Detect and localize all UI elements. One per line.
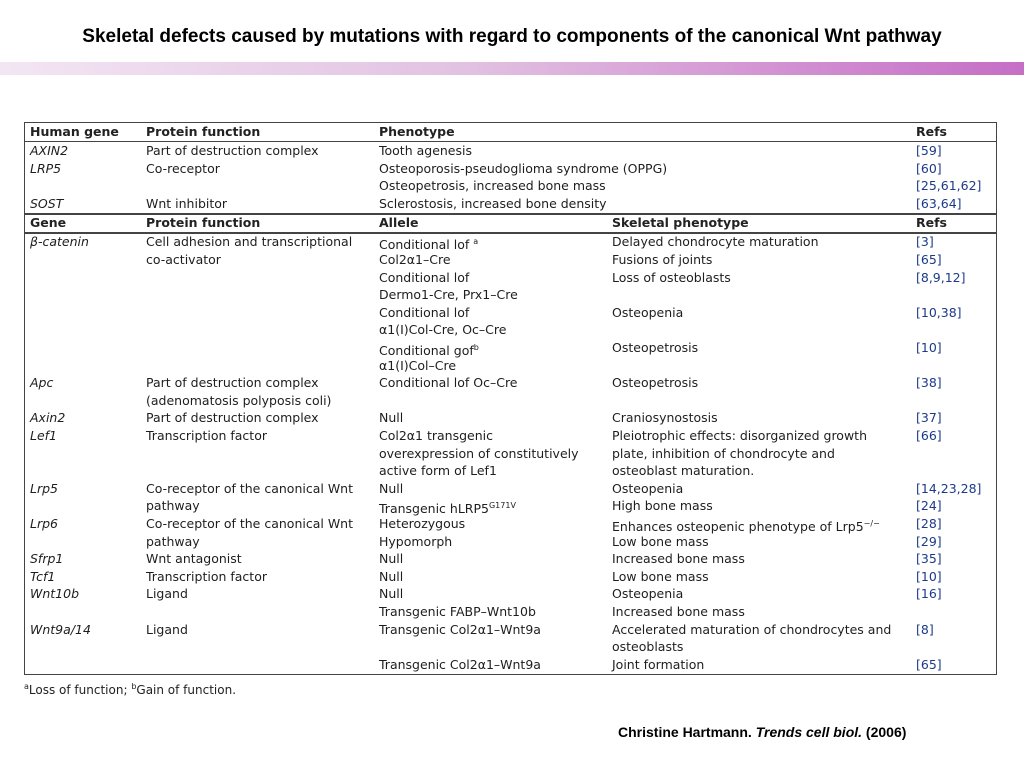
table1-cell-phenotype bbox=[379, 160, 667, 178]
table2-cell-phenotype-text: Joint formation bbox=[612, 656, 705, 672]
table2-cell-phenotype bbox=[612, 374, 698, 392]
table2-cell-function-text: Part of destruction complex bbox=[146, 375, 319, 391]
table2-cell-allele bbox=[379, 480, 403, 498]
table2-cell-refs-text: [37] bbox=[916, 410, 942, 426]
table2-cell-gene-text: Lrp5 bbox=[30, 480, 58, 496]
table1-cell-gene bbox=[30, 195, 63, 213]
table2-cell-allele-text: Conditional gof bbox=[379, 343, 474, 358]
table2-cell-refs-text: [16] bbox=[916, 586, 942, 602]
table1-cell-phenotype bbox=[379, 195, 607, 213]
table2-cell-gene bbox=[30, 233, 89, 251]
table2-header-function bbox=[146, 215, 260, 230]
table2-cell-phenotype bbox=[612, 445, 835, 463]
table1-cell-refs bbox=[916, 195, 962, 213]
table1-cell-refs-text: [25,61,62] bbox=[916, 178, 982, 194]
table2-cell-phenotype bbox=[612, 427, 867, 445]
footnote-sup-b: b bbox=[131, 682, 137, 691]
citation-journal: Trends cell biol. bbox=[755, 724, 863, 740]
table1-header-phenotype bbox=[379, 124, 455, 139]
table2-cell-gene-text: Wnt10b bbox=[30, 586, 80, 602]
table2-cell-function bbox=[146, 409, 319, 427]
table2-cell-refs bbox=[916, 568, 942, 586]
title-gradient-bar bbox=[0, 62, 1024, 75]
table2-cell-phenotype-text: Osteopenia bbox=[612, 304, 684, 320]
table2-cell-function-text: Co-receptor of the canonical Wnt bbox=[146, 480, 354, 496]
table2-cell-allele-text: Col2α1 transgenic bbox=[379, 428, 493, 443]
footnote-text-b: Gain of function. bbox=[136, 683, 237, 697]
table2-cell-phenotype bbox=[612, 568, 709, 586]
table2-cell-function bbox=[146, 533, 200, 551]
table2-cell-refs-text: [65] bbox=[916, 252, 942, 267]
table2-cell-function bbox=[146, 427, 267, 445]
table2-cell-function bbox=[146, 374, 319, 392]
table2-cell-allele-text: Conditional lof bbox=[379, 304, 470, 320]
table2-cell-refs bbox=[916, 339, 942, 357]
table2-cell-gene bbox=[30, 480, 58, 498]
table2-cell-gene-text: Wnt9a/14 bbox=[30, 621, 91, 637]
table2-cell-gene-text: Sfrp1 bbox=[30, 551, 64, 567]
table2-cell-allele-text: Conditional lof bbox=[379, 237, 474, 253]
table2-header-function-text: Protein function bbox=[146, 215, 261, 231]
table2-cell-allele bbox=[379, 427, 493, 445]
table2-cell-function bbox=[146, 233, 352, 251]
footnote bbox=[24, 682, 236, 697]
table1-cell-function-text: Co-receptor bbox=[146, 160, 220, 176]
table2-cell-phenotype bbox=[612, 621, 891, 639]
table2-cell-allele bbox=[379, 321, 506, 339]
table2-cell-phenotype-text: Osteopetrosis bbox=[612, 375, 699, 391]
table2-cell-refs-text: [8,9,12] bbox=[916, 269, 966, 285]
table2-header-gene bbox=[30, 215, 66, 230]
table2-cell-phenotype-text: High bone mass bbox=[612, 498, 713, 514]
table1-cell-function-text: Part of destruction complex bbox=[146, 143, 319, 158]
table2-cell-phenotype bbox=[612, 462, 754, 480]
table2-cell-function bbox=[146, 515, 353, 533]
table2-cell-refs bbox=[916, 480, 981, 498]
table2-cell-phenotype-text: osteoblast maturation. bbox=[612, 463, 755, 479]
table2-cell-gene bbox=[30, 374, 53, 392]
table2-cell-refs-text: [10] bbox=[916, 340, 942, 355]
table2-cell-allele bbox=[379, 286, 518, 304]
table1-cell-refs bbox=[916, 160, 942, 178]
table1-cell-refs bbox=[916, 142, 942, 160]
table1-cell-gene-text: AXIN2 bbox=[30, 143, 69, 158]
table2-cell-allele-superscript: a bbox=[473, 237, 479, 247]
table2-cell-function-text: Part of destruction complex bbox=[146, 410, 319, 426]
table2-cell-phenotype-text: Osteopenia bbox=[612, 586, 684, 602]
table2-cell-function-text: Co-receptor of the canonical Wnt bbox=[146, 516, 354, 531]
table2-cell-allele-superscript: b bbox=[473, 343, 479, 352]
table1-cell-gene-text: SOST bbox=[30, 195, 64, 211]
table1-header-gene-text: Human gene bbox=[30, 124, 119, 139]
citation bbox=[618, 724, 906, 740]
table2-cell-refs bbox=[916, 233, 934, 251]
table2-cell-allele bbox=[379, 515, 465, 533]
table2-cell-gene bbox=[30, 515, 58, 533]
table2-cell-function-text: Transcription factor bbox=[146, 568, 267, 584]
table1-cell-refs-text: [63,64] bbox=[916, 195, 962, 211]
table1-cell-function bbox=[146, 195, 227, 213]
table2-cell-function-text: Wnt antagonist bbox=[146, 551, 242, 567]
table2-cell-phenotype-text: Increased bone mass bbox=[612, 551, 745, 567]
table1-cell-refs bbox=[916, 177, 981, 195]
table2-cell-gene bbox=[30, 621, 91, 639]
table2-cell-allele-text: Conditional lof Oc–Cre bbox=[379, 375, 518, 391]
table1-cell-function-text: Wnt inhibitor bbox=[146, 195, 228, 211]
table2-cell-allele bbox=[379, 621, 541, 639]
table2-cell-refs bbox=[916, 269, 966, 287]
table2-cell-phenotype-text: Osteopenia bbox=[612, 480, 684, 496]
table2-cell-allele-text: Heterozygous bbox=[379, 516, 466, 531]
wnt-table bbox=[24, 122, 997, 675]
table2-cell-refs-text: [66] bbox=[916, 428, 942, 443]
table2-cell-gene bbox=[30, 585, 79, 603]
table2-cell-allele-text: Conditional lof bbox=[379, 269, 470, 285]
table2-cell-phenotype-text: osteoblasts bbox=[612, 639, 684, 655]
table2-cell-allele-text: Transgenic Col2α1–Wnt9a bbox=[379, 656, 541, 672]
table2-cell-function-text: Ligand bbox=[146, 586, 188, 602]
table2-cell-phenotype bbox=[612, 304, 683, 322]
table2-cell-refs-text: [10,38] bbox=[916, 304, 962, 320]
table2-cell-refs-text: [38] bbox=[916, 375, 942, 391]
table1-cell-gene bbox=[30, 160, 61, 178]
table1-header-phenotype-text: Phenotype bbox=[379, 124, 455, 139]
table2-cell-phenotype bbox=[612, 533, 709, 551]
table2-cell-gene bbox=[30, 568, 55, 586]
table2-cell-phenotype bbox=[612, 497, 713, 515]
table2-cell-function bbox=[146, 251, 221, 269]
table2-cell-refs-text: [65] bbox=[916, 656, 942, 672]
table2-cell-allele-text: Dermo1-Cre, Prx1–Cre bbox=[379, 287, 518, 303]
table1-cell-gene bbox=[30, 142, 68, 160]
table1-header-function bbox=[146, 124, 260, 139]
table2-cell-phenotype bbox=[612, 585, 683, 603]
table2-cell-phenotype-text: Delayed chondrocyte maturation bbox=[612, 234, 819, 250]
table1-cell-phenotype bbox=[379, 142, 472, 160]
table2-cell-refs bbox=[916, 656, 942, 674]
table2-cell-phenotype-text: Loss of osteoblasts bbox=[612, 269, 731, 285]
table2-cell-refs bbox=[916, 515, 942, 533]
table2-cell-function bbox=[146, 480, 353, 498]
table1-cell-refs-text: [60] bbox=[916, 160, 942, 176]
table1-cell-phenotype-text: Tooth agenesis bbox=[379, 143, 472, 158]
table2-cell-allele-text: Null bbox=[379, 586, 404, 602]
table2-cell-refs bbox=[916, 585, 942, 603]
table2-cell-phenotype bbox=[612, 409, 718, 427]
citation-year: (2006) bbox=[862, 724, 907, 740]
table2-cell-refs bbox=[916, 304, 962, 322]
table2-cell-gene-text: Tcf1 bbox=[30, 568, 56, 584]
table2-cell-refs bbox=[916, 374, 942, 392]
table2-cell-phenotype bbox=[612, 550, 745, 568]
table2-header-refs bbox=[916, 215, 947, 230]
table2-cell-allele bbox=[379, 533, 452, 551]
table2-cell-gene-text: Lrp6 bbox=[30, 516, 58, 531]
table2-cell-refs-text: [24] bbox=[916, 498, 942, 514]
table2-cell-allele bbox=[379, 585, 403, 603]
table2-cell-function-text: Cell adhesion and transcriptional bbox=[146, 234, 353, 250]
table2-header-allele bbox=[379, 215, 418, 230]
table2-cell-phenotype bbox=[612, 233, 819, 251]
table2-cell-allele bbox=[379, 374, 518, 392]
table2-cell-refs-text: [14,23,28] bbox=[916, 480, 982, 496]
table2-cell-allele-text: overexpression of constitutively bbox=[379, 445, 579, 461]
table1-cell-phenotype-text: Osteopetrosis, increased bone mass bbox=[379, 178, 606, 194]
table2-cell-phenotype-superscript: −/− bbox=[863, 519, 880, 528]
table2-cell-allele-text: Transgenic Col2α1–Wnt9a bbox=[379, 621, 541, 637]
table2-cell-allele bbox=[379, 445, 579, 463]
table2-cell-phenotype bbox=[612, 480, 683, 498]
table2-header-allele-text: Allele bbox=[379, 215, 419, 231]
table2-cell-allele bbox=[379, 462, 497, 480]
table2-cell-function bbox=[146, 585, 188, 603]
table2-cell-phenotype-text: Pleiotrophic effects: disorganized growth bbox=[612, 428, 868, 443]
table2-cell-function-text: Ligand bbox=[146, 621, 188, 637]
table2-cell-phenotype bbox=[612, 251, 712, 269]
table2-cell-phenotype-text: Low bone mass bbox=[612, 533, 709, 549]
citation-author: Christine Hartmann. bbox=[618, 724, 756, 740]
table2-header-refs-text: Refs bbox=[916, 215, 947, 231]
table2-cell-allele-text: Transgenic FABP–Wnt10b bbox=[379, 604, 536, 619]
table2-cell-phenotype-text: Osteopetrosis bbox=[612, 340, 699, 355]
table2-cell-allele-superscript: G171V bbox=[488, 501, 516, 511]
table2-cell-phenotype bbox=[612, 656, 704, 674]
table2-cell-refs bbox=[916, 550, 942, 568]
table2-cell-phenotype-text: Accelerated maturation of chondrocytes and bbox=[612, 621, 892, 637]
table2-cell-refs-text: [35] bbox=[916, 551, 942, 567]
table2-cell-allele-text: Null bbox=[379, 551, 404, 567]
table2-cell-function-text: Transcription factor bbox=[146, 428, 267, 443]
footnote-sup-a: a bbox=[24, 682, 29, 691]
footnote-text-a: Loss of function; bbox=[28, 683, 132, 697]
table2-cell-allele bbox=[379, 656, 541, 674]
table2-cell-phenotype bbox=[612, 603, 745, 621]
table2-cell-phenotype-text: plate, inhibition of chondrocyte and bbox=[612, 445, 835, 461]
table2-cell-refs-text: [10] bbox=[916, 568, 942, 584]
table2-cell-allele-text: Null bbox=[379, 480, 404, 496]
table2-cell-allele bbox=[379, 409, 403, 427]
table2-cell-refs bbox=[916, 427, 942, 445]
table1-cell-function bbox=[146, 142, 319, 160]
table1-header-function-text: Protein function bbox=[146, 124, 261, 139]
table1-cell-gene-text: LRP5 bbox=[30, 160, 62, 176]
table2-cell-allele bbox=[379, 550, 403, 568]
table2-cell-phenotype bbox=[612, 638, 683, 656]
table1-cell-refs-text: [59] bbox=[916, 143, 942, 158]
table2-cell-allele bbox=[379, 251, 451, 269]
table2-header-phenotype-text: Skeletal phenotype bbox=[612, 215, 749, 231]
table2-cell-allele bbox=[379, 304, 469, 322]
table2-cell-refs bbox=[916, 251, 942, 269]
table-section-rule bbox=[25, 213, 996, 214]
table2-cell-refs-text: [29] bbox=[916, 533, 942, 549]
table2-cell-refs bbox=[916, 497, 942, 515]
table2-cell-allele bbox=[379, 568, 403, 586]
table2-cell-function-text: (adenomatosis polyposis coli) bbox=[146, 392, 332, 408]
table2-header-gene-text: Gene bbox=[30, 215, 67, 231]
table2-header-phenotype bbox=[612, 215, 749, 230]
table2-cell-allele-text: Null bbox=[379, 568, 404, 584]
table2-cell-function-text: pathway bbox=[146, 533, 200, 549]
table2-cell-refs-text: [8] bbox=[916, 621, 934, 637]
table1-cell-phenotype-text: Osteoporosis-pseudoglioma syndrome (OPPG) bbox=[379, 160, 668, 176]
table2-cell-gene bbox=[30, 427, 57, 445]
table2-cell-refs-text: [28] bbox=[916, 516, 942, 531]
table2-cell-gene bbox=[30, 409, 65, 427]
table2-cell-refs bbox=[916, 409, 942, 427]
table2-cell-gene-text: Lef1 bbox=[30, 428, 58, 443]
table2-cell-allele-text: α1(I)Col-Cre, Oc–Cre bbox=[379, 322, 507, 338]
table2-cell-function bbox=[146, 392, 331, 410]
table2-cell-refs-text: [3] bbox=[916, 234, 934, 250]
table2-cell-refs bbox=[916, 621, 934, 639]
table2-cell-refs bbox=[916, 533, 942, 551]
table2-cell-allele-text: α1(I)Col–Cre bbox=[379, 357, 457, 373]
table2-cell-gene-text: β-catenin bbox=[30, 234, 89, 250]
table2-cell-phenotype-text: Craniosynostosis bbox=[612, 410, 718, 426]
table2-cell-phenotype bbox=[612, 269, 731, 287]
table2-cell-allele bbox=[379, 357, 456, 375]
table2-cell-phenotype bbox=[612, 339, 698, 357]
table2-cell-gene bbox=[30, 550, 63, 568]
table2-cell-function bbox=[146, 568, 267, 586]
table1-header-gene bbox=[30, 124, 119, 139]
table2-cell-function-text: co-activator bbox=[146, 252, 221, 267]
table1-cell-function bbox=[146, 160, 220, 178]
table2-cell-phenotype-text: Low bone mass bbox=[612, 568, 709, 584]
table2-cell-function bbox=[146, 621, 188, 639]
table2-cell-allele bbox=[379, 269, 469, 287]
table2-cell-phenotype-text: Increased bone mass bbox=[612, 604, 745, 619]
table2-cell-allele-text: Transgenic hLRP5 bbox=[379, 501, 489, 517]
table2-cell-allele-text: Col2α1–Cre bbox=[379, 252, 451, 267]
table2-cell-gene-text: Apc bbox=[30, 375, 54, 391]
table2-cell-allele bbox=[379, 603, 536, 621]
table2-cell-gene-text: Axin2 bbox=[30, 410, 66, 426]
table2-cell-allele-text: active form of Lef1 bbox=[379, 463, 497, 479]
table2-cell-allele-text: Hypomorph bbox=[379, 533, 453, 549]
table2-cell-function bbox=[146, 497, 200, 515]
table2-cell-phenotype-text: Fusions of joints bbox=[612, 252, 713, 267]
table2-cell-allele-text: Null bbox=[379, 410, 404, 426]
table2-cell-phenotype-text: Enhances osteopenic phenotype of Lrp5 bbox=[612, 519, 864, 534]
slide-title: Skeletal defects caused by mutations with regard to components of the canonical Wnt pathway bbox=[82, 26, 942, 47]
table1-header-refs-text: Refs bbox=[916, 124, 947, 139]
table1-cell-phenotype bbox=[379, 177, 606, 195]
table2-cell-function bbox=[146, 550, 242, 568]
table1-cell-phenotype-text: Sclerostosis, increased bone density bbox=[379, 195, 607, 211]
table1-header-refs bbox=[916, 124, 947, 139]
table2-cell-function-text: pathway bbox=[146, 498, 200, 514]
